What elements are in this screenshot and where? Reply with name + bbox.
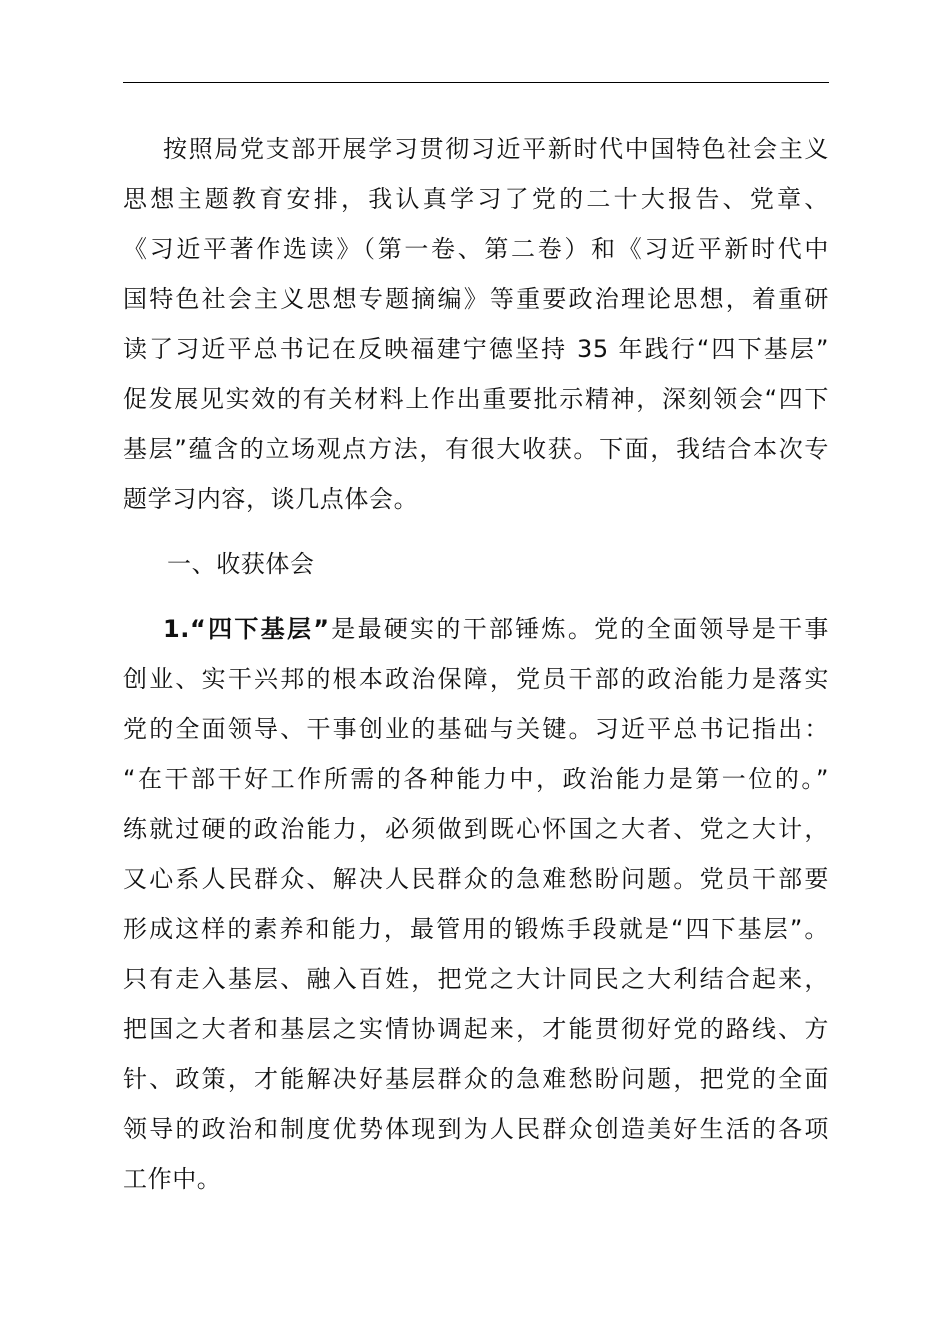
point-first-line-text: 是最硬实的干部锤炼。党的全面领导是干事 <box>329 615 829 643</box>
document-body <box>123 124 829 1204</box>
point-title: “四下基层” <box>190 615 330 643</box>
paragraph-line: 创业、实干兴邦的根本政治保障，党员干部的政治能力是落实 <box>123 665 829 693</box>
paragraph-line: 题学习内容，谈几点体会。 <box>123 485 419 513</box>
paragraph-line: 把国之大者和基层之实情协调起来，才能贯彻好党的路线、方 <box>123 1015 829 1043</box>
paragraph-line: 领导的政治和制度优势体现到为人民群众创造美好生活的各项 <box>123 1115 829 1143</box>
paragraph-line: 练就过硬的政治能力，必须做到既心怀国之大者、党之大计， <box>123 815 829 843</box>
paragraph-line: 《习近平著作选读》（第一卷、第二卷）和《习近平新时代中 <box>123 235 829 263</box>
paragraph-line: “在干部干好工作所需的各种能力中，政治能力是第一位的。” <box>123 765 829 793</box>
point-number: 1. <box>163 615 191 643</box>
paragraph-line: 国特色社会主义思想专题摘编》等重要政治理论思想，着重研 <box>123 285 829 313</box>
paragraph-line: 按照局党支部开展学习贯彻习近平新时代中国特色社会主义 <box>163 135 829 163</box>
paragraph-line: 针、政策，才能解决好基层群众的急难愁盼问题，把党的全面 <box>123 1065 829 1093</box>
paragraph-line: 工作中。 <box>123 1165 222 1193</box>
header-rule <box>123 82 829 83</box>
paragraph-line: 形成这样的素养和能力，最管用的锻炼手段就是“四下基层”。 <box>123 915 829 943</box>
paragraph-line: 促发展见实效的有关材料上作出重要批示精神，深刻领会“四下 <box>123 385 829 413</box>
point-one-paragraph <box>123 604 829 1204</box>
paragraph-line: 又心系人民群众、解决人民群众的急难愁盼问题。党员干部要 <box>123 865 829 893</box>
paragraph-first-line <box>123 604 829 654</box>
paragraph-line: 基层”蕴含的立场观点方法，有很大收获。下面，我结合本次专 <box>123 435 829 463</box>
section-heading: 一、收获体会 <box>167 550 315 578</box>
paragraph-line: 读了习近平总书记在反映福建宁德坚持 35 年践行“四下基层” <box>123 335 829 363</box>
paragraph-line: 只有走入基层、融入百姓，把党之大计同民之大利结合起来， <box>123 965 829 993</box>
paragraph-line: 思想主题教育安排，我认真学习了党的二十大报告、党章、 <box>123 185 829 213</box>
paragraph-line: 党的全面领导、干事创业的基础与关键。习近平总书记指出： <box>123 715 829 743</box>
intro-paragraph <box>123 124 829 524</box>
